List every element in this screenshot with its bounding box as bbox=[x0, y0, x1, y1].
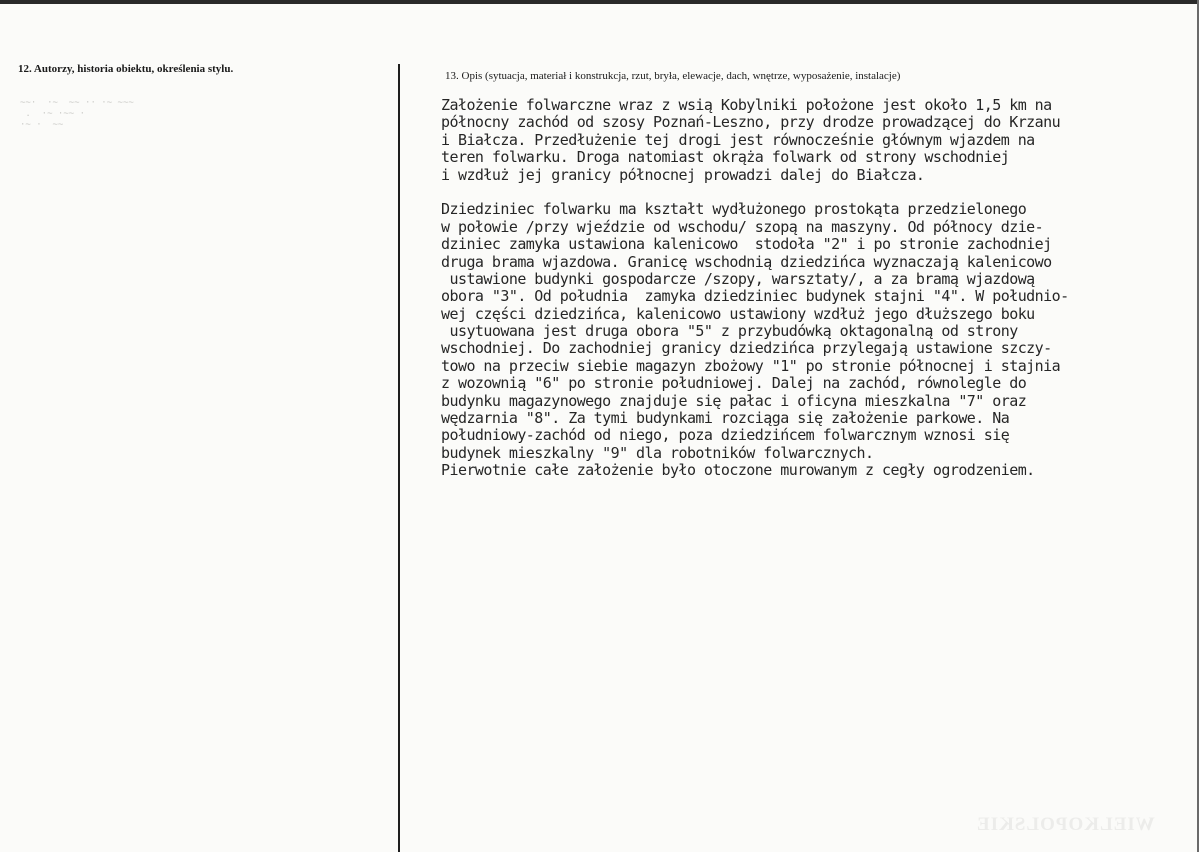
text-line: Pierwotnie całe założenie było otoczone murowanym z cegły ogrodzeniem. bbox=[441, 461, 1035, 480]
field-12-heading: 12. Autorzy, historia obiektu, określenia stylu. bbox=[18, 63, 234, 75]
text-line: Dziedziniec folwarku ma kształt wydłużonego prostokąta przedzielonego bbox=[441, 200, 1027, 219]
text-line: budynku magazynowego znajduje się pałac i oficyna mieszkalna "7" oraz bbox=[441, 391, 1027, 410]
text-line: dziniec zamyka ustawiona kalenicowo stodoła "2" i po stronie zachodniej bbox=[441, 235, 1052, 254]
field-13-heading: 13. Opis (sytuacja, materiał i konstrukcja, rzut, bryła, elewacje, dach, wnętrze, wyposażenie, instalacje) bbox=[445, 70, 901, 82]
text-line: ustawione budynki gospodarcze /szopy, warsztaty/, a za bramą wjazdową bbox=[441, 269, 1035, 288]
text-line: i wzdłuż jej granicy północnej prowadzi dalej do Białcza. bbox=[441, 165, 925, 184]
text-line: usytuowana jest druga obora "5" z przybudówką oktagonalną od strony bbox=[441, 322, 1018, 341]
paragraph-gap bbox=[441, 184, 1199, 201]
text-line: w połowie /przy wjeździe od wschodu/ szopą na maszyny. Od północy dzie- bbox=[441, 217, 1044, 236]
text-line: obora "3". Od południa zamyka dziedziniec budynek stajni "4". W południo- bbox=[441, 287, 1069, 306]
text-line: Założenie folwarczne wraz z wsią Kobylniki położone jest około 1,5 km na bbox=[441, 96, 1052, 114]
faint-bleed-marks: ~~· ·~ ~~ ·· ·~ ~~~ . ·~ ·~~ · ·~ · ~~ bbox=[20, 98, 134, 130]
text-line: teren folwarku. Droga natomiast okrąża folwark od strony wschodniej bbox=[441, 148, 1010, 167]
text-line: towo na przeciw siebie magazyn zbożowy "1" po stronie północnej i stajnia bbox=[441, 356, 1061, 375]
description-text bbox=[441, 97, 1199, 480]
text-line: i Białcza. Przedłużenie tej drogi jest równocześnie głównym wjazdem na bbox=[441, 130, 1035, 149]
text-line: wędzarnia "8". Za tymi budynkami rozciąga się założenie parkowe. Na bbox=[441, 409, 1010, 428]
text-line: z wozownią "6" po stronie południowej. Dalej na zachód, równolegle do bbox=[441, 374, 1027, 393]
text-line: południowy-zachód od niego, poza dziedzińcem folwarcznym wznosi się bbox=[441, 426, 1010, 445]
column-divider bbox=[398, 64, 400, 852]
text-line: druga brama wjazdowa. Granicę wschodnią dziedzińca wyznaczają kalenicowo bbox=[441, 252, 1052, 271]
text-line: wej części dziedzińca, kalenicowo ustawiony wzdłuż jego dłuższego boku bbox=[441, 304, 1035, 323]
bleed-through-stamp: WIELKOPOLSKIE bbox=[976, 814, 1155, 835]
text-line: północny zachód od szosy Poznań-Leszno, przy drodze prowadzącej do Krzanu bbox=[441, 113, 1061, 132]
text-line: budynek mieszkalny "9" dla robotników folwarcznych. bbox=[441, 443, 874, 462]
text-line: wschodniej. Do zachodniej granicy dziedzińca przylegają ustawione szczy- bbox=[441, 339, 1052, 358]
page-top-edge bbox=[0, 0, 1199, 4]
